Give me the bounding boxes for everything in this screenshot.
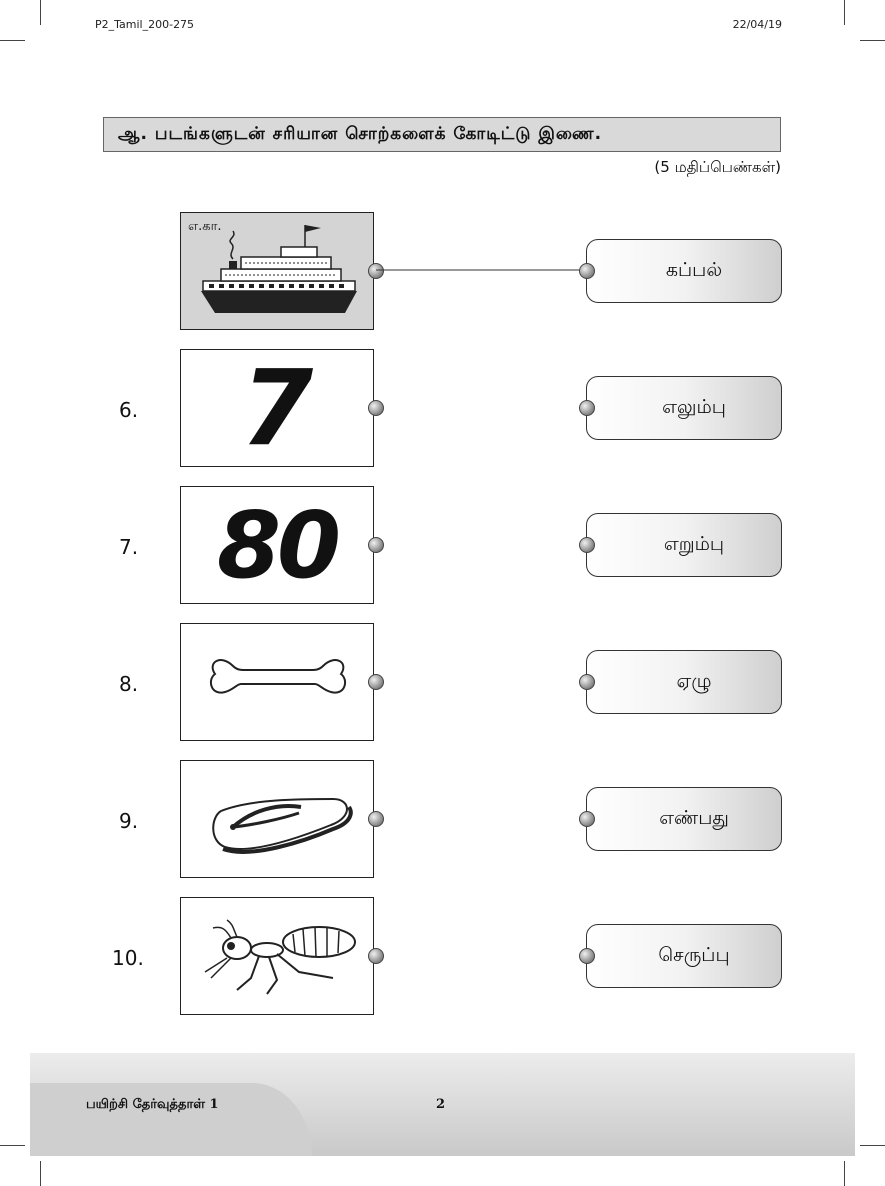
answer-word-dot[interactable]	[579, 811, 595, 827]
bone-illustration	[181, 624, 374, 741]
example-label: எ.கா.	[188, 219, 222, 234]
example-picture-box	[180, 212, 374, 330]
question-picture-box	[180, 760, 374, 878]
example-connecting-line	[376, 266, 588, 274]
footer-paper-title: பயிற்சி தேர்வுத்தாள் 1	[86, 1097, 219, 1112]
answer-word-box[interactable]	[586, 924, 782, 988]
question-number: 7.	[119, 535, 139, 559]
footer-tab	[30, 1083, 312, 1156]
question-picture-dot[interactable]	[368, 811, 384, 827]
ant-illustration	[181, 898, 374, 1015]
question-picture-box	[180, 897, 374, 1015]
numeral-eighty-picture: 80	[216, 491, 338, 599]
question-number: 8.	[119, 672, 139, 696]
section-title: ஆ. படங்களுடன் சரியான சொற்களைக் கோடிட்டு இணை.	[103, 117, 781, 152]
file-reference: P2_Tamil_200-275	[95, 18, 195, 31]
numeral-seven-picture: 7	[240, 349, 314, 467]
answer-word-dot[interactable]	[579, 674, 595, 690]
question-picture-dot[interactable]	[368, 537, 384, 553]
answer-word-dot[interactable]	[579, 400, 595, 416]
answer-word-box[interactable]	[586, 513, 782, 577]
slipper-illustration	[181, 761, 374, 878]
question-number: 9.	[119, 809, 139, 833]
question-number: 10.	[112, 946, 144, 970]
question-picture-box	[180, 623, 374, 741]
example-word-dot[interactable]	[579, 263, 595, 279]
answer-word: செருப்பு	[658, 943, 730, 966]
question-picture-dot[interactable]	[368, 674, 384, 690]
question-picture-dot[interactable]	[368, 400, 384, 416]
question-picture-box	[180, 349, 374, 467]
question-number: 6.	[119, 398, 139, 422]
answer-word: எறும்பு	[663, 532, 725, 555]
answer-word-box[interactable]	[586, 787, 782, 851]
question-picture-dot[interactable]	[368, 948, 384, 964]
answer-word: ஏழு	[676, 669, 712, 692]
answer-word-dot[interactable]	[579, 948, 595, 964]
question-picture-box	[180, 486, 374, 604]
answer-word-dot[interactable]	[579, 537, 595, 553]
example-word-box[interactable]	[586, 239, 782, 303]
page-number: 2	[436, 1097, 446, 1112]
answer-word: எண்பது	[659, 806, 729, 829]
example-word: கப்பல்	[665, 258, 723, 281]
answer-word: எலும்பு	[662, 395, 726, 418]
answer-word-box[interactable]	[586, 376, 782, 440]
answer-word-box[interactable]	[586, 650, 782, 714]
marks-label: (5 மதிப்பெண்கள்)	[654, 158, 781, 176]
print-date: 22/04/19	[732, 18, 782, 31]
